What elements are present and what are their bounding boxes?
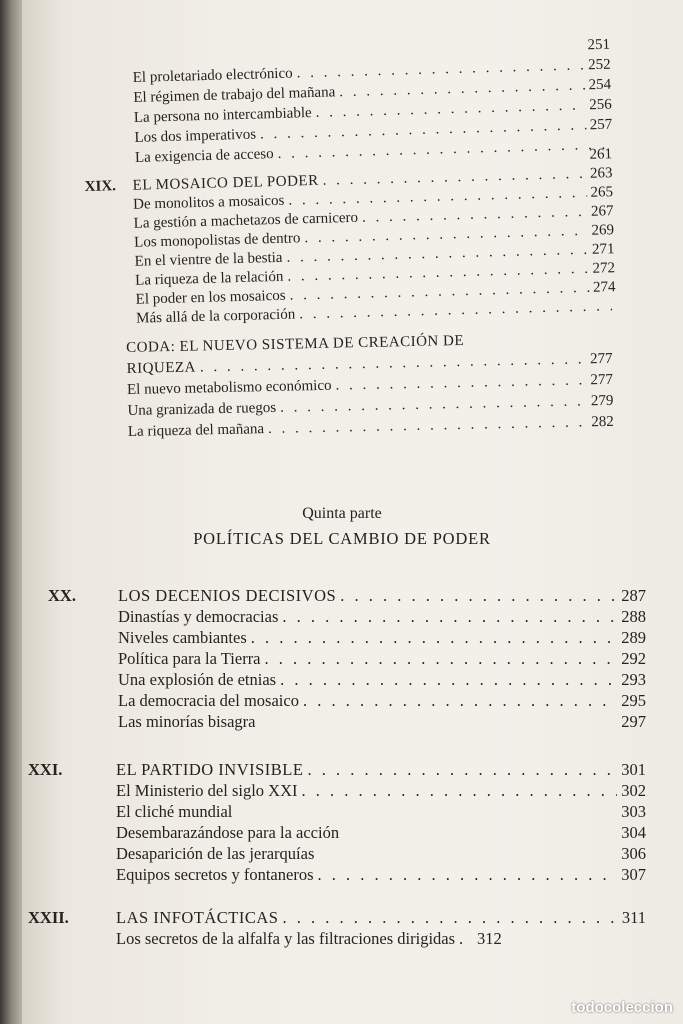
toc-entry-page: 251 [587,36,611,54]
watermark-logo: todocoleccion [571,999,673,1016]
toc-entry-label: Niveles cambiantes [118,628,247,647]
chapter-numeral: XIX. [84,178,117,195]
toc-entry [48,628,646,650]
toc-entry-page: 292 [621,649,646,668]
leader-dots [340,586,617,606]
toc-entry-page: 261 [589,146,613,163]
toc-entry-label: El poder en los mosaicos [135,287,286,308]
part-label: Quinta parte [302,505,382,522]
part-heading [122,505,562,549]
toc-entry-page: 303 [621,802,646,821]
coda-title-continued: RIQUEZA [126,359,197,377]
toc-entry-page: 256 [588,96,612,114]
leader-dots [307,760,617,780]
leader-dots [251,628,618,648]
leader-dots [303,691,617,711]
toc-chapter-heading [48,586,646,608]
chapter-title: EL PARTIDO INVISIBLE [116,760,304,779]
toc-entry-page: 289 [621,628,646,647]
toc-entry-page: 254 [588,76,612,94]
toc-entry-page: 288 [621,607,646,626]
toc-entry-page: 297 [621,712,646,731]
toc-entry-label: Política para la Tierra [118,649,261,668]
leader-dots [282,908,617,928]
leader-dots [280,670,617,690]
toc-entry-label: Una explosión de etnias [118,670,277,689]
toc-entry-label: Los dos imperativos [134,126,257,146]
toc-entry-page: 277 [589,350,613,368]
toc-entry-page: 257 [589,116,613,134]
toc-entry-label: La democracia del mosaico [118,691,299,710]
toc-entry [28,823,646,845]
toc-entry [48,712,646,734]
toc-entry [28,844,646,866]
toc-entry-page: 263 [589,165,613,182]
toc-entry-label: Desembarazándose para la acción [116,823,340,842]
toc-entry-page: 272 [592,260,616,277]
toc-entry [48,670,646,692]
toc-entry-label: El régimen de trabajo del mañana [133,84,336,106]
toc-entry-page: 271 [591,241,615,258]
toc-entry-page: 279 [590,392,614,410]
toc-entry-label: Los monopolistas de dentro [133,230,301,251]
chapter-title: LOS DECENIOS DECISIVOS [118,586,337,605]
toc-chapter-heading [28,760,646,782]
book-page [22,0,683,1024]
chapter-title: LAS INFOTÁCTICAS [116,908,279,927]
toc-entry-label: La gestión a machetazos de carnicero [133,209,359,232]
toc-entry-label: La persona no intercambiable [133,105,312,126]
toc-entry-label: La exigencia de acceso [134,146,274,166]
toc-entry-page: 267 [590,203,614,220]
toc-entry [28,929,646,951]
toc-entry-label: Desaparición de las jerarquías [116,844,315,863]
toc-coda [126,330,614,440]
leader-dots [459,929,473,949]
toc-entry-label: Una granizada de ruegos [127,399,277,419]
toc-entry-page: 282 [591,413,614,431]
toc-chapter-heading [28,908,646,930]
toc-entry-page: 304 [621,823,646,842]
toc-entry-label: El Ministerio del siglo XXI [116,781,298,800]
part-title: POLÍTICAS DEL CAMBIO DE PODER [193,529,491,548]
toc-entry-page: 307 [621,865,646,884]
coda-title: CODA: EL NUEVO SISTEMA DE CREACIÓN DE [126,332,465,356]
toc-entry-label: El cliché mundial [116,802,233,821]
toc-entry-page: 274 [592,279,616,296]
toc-entry-label: Dinastías y democracias [118,607,279,626]
toc-entry-page: 293 [621,670,646,689]
toc-entry-page: 277 [590,371,614,389]
chapter-title: EL MOSAICO DEL PODER [132,172,319,194]
toc-entry-page: 269 [591,222,615,239]
leader-dots [282,607,617,627]
leader-dots [318,865,618,885]
toc-entry-page: 312 [477,929,502,948]
chapter-numeral: XXI. [28,760,63,779]
chapter-numeral: XX. [48,586,76,605]
toc-entry-page: 311 [621,908,646,927]
toc-entry-label: La riqueza del mañana [127,421,265,440]
toc-entry-label: Equipos secretos y fontaneros [116,865,314,884]
toc-entry-label: Más allá de la corporación [135,306,296,327]
toc-entry-page: 301 [621,760,646,779]
toc-entry-page: 302 [621,781,646,800]
toc-entry [28,865,646,887]
leader-dots [301,781,617,801]
toc-entry-page: 295 [621,691,646,710]
toc-entry [48,607,646,629]
toc-entry-page: 252 [587,56,611,74]
toc-entry-page: 265 [590,184,614,201]
toc-entry-page: 287 [621,586,646,605]
toc-entry-label: Las minorías bisagra [118,712,256,731]
chapter-numeral: XXII. [28,908,69,927]
toc-entry-label: El proletariado electrónico [132,65,293,86]
toc-entry [28,802,646,824]
toc-entry-label: La riqueza de la relación [134,268,284,289]
toc-entry [48,649,646,671]
toc-entry [48,691,646,713]
toc-entry-label: En el vientre de la bestia [134,249,283,270]
toc-entry [28,781,646,803]
toc-entry-label: El nuevo metabolismo económico [126,377,332,398]
leader-dots [265,649,618,669]
toc-entry-page: 306 [621,844,646,863]
toc-entry-label: Los secretos de la alfalfa y las filtraciones dirigidas [116,929,456,948]
toc-entry-label: De monolitos a mosaicos [132,192,285,213]
